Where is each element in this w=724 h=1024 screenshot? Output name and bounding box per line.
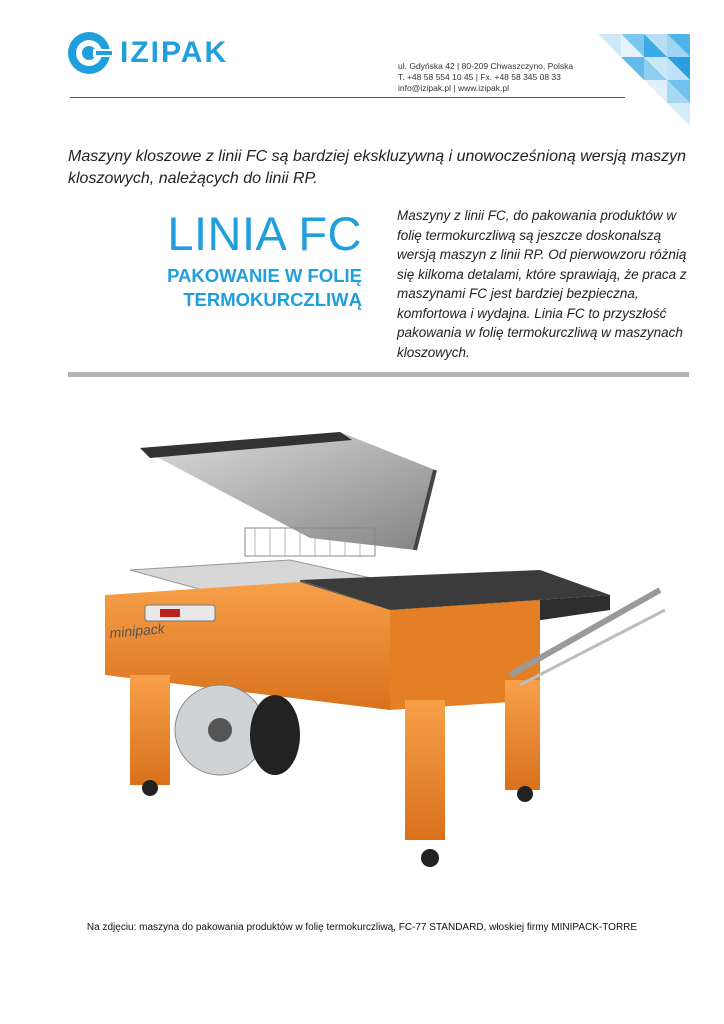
izipak-logo-icon [66, 30, 112, 76]
machine-brand-label: minipack [108, 620, 166, 641]
contact-address: ul. Gdyńska 42 | 80-209 Chwaszczyno, Polska [398, 61, 574, 71]
intro-text: Maszyny kloszowe z linii FC są bardziej ekskluzywną i unowocześnioną wersją maszyn kloszowych, należących do linii RP. [68, 148, 687, 187]
section-divider [68, 372, 689, 377]
brand-name: IZIPAK [120, 36, 229, 69]
izipak-logo [66, 30, 246, 80]
machine-photo [90, 410, 670, 890]
page-subtitle: PAKOWANIE W FOLIĘ TERMOKURCZLIWĄ [167, 265, 362, 310]
photo-caption: Na zdjęciu: maszyna do pakowania produktów w folię termokurczliwą, FC-77 STANDARD, włoskiej firmy MINIPACK-TORRE [86, 922, 638, 933]
page-title: LINIA FC [167, 207, 362, 260]
contact-web: info@izipak.pl | www.izipak.pl [398, 83, 509, 93]
description-text: Maszyny z linii FC, do pakowania produktów w folię termokurczliwą są jeszcze doskonalszą wersją maszyn z linii RP. Od pierwowzoru różnią się kilkoma detalami, które sprawiają, że praca z maszynami FC jest bardziej bezpieczna, komfortowa i wydajna. Linia FC to przyszłość pakowania w folię termokurczliwą w maszynach kloszowych. [397, 208, 687, 360]
contact-info [398, 61, 573, 94]
contact-phone: T. +48 58 554 10 45 | Fx. +48 58 345 08 33 [398, 72, 561, 82]
header-divider [70, 97, 625, 98]
corner-triangle-pattern [598, 34, 690, 126]
